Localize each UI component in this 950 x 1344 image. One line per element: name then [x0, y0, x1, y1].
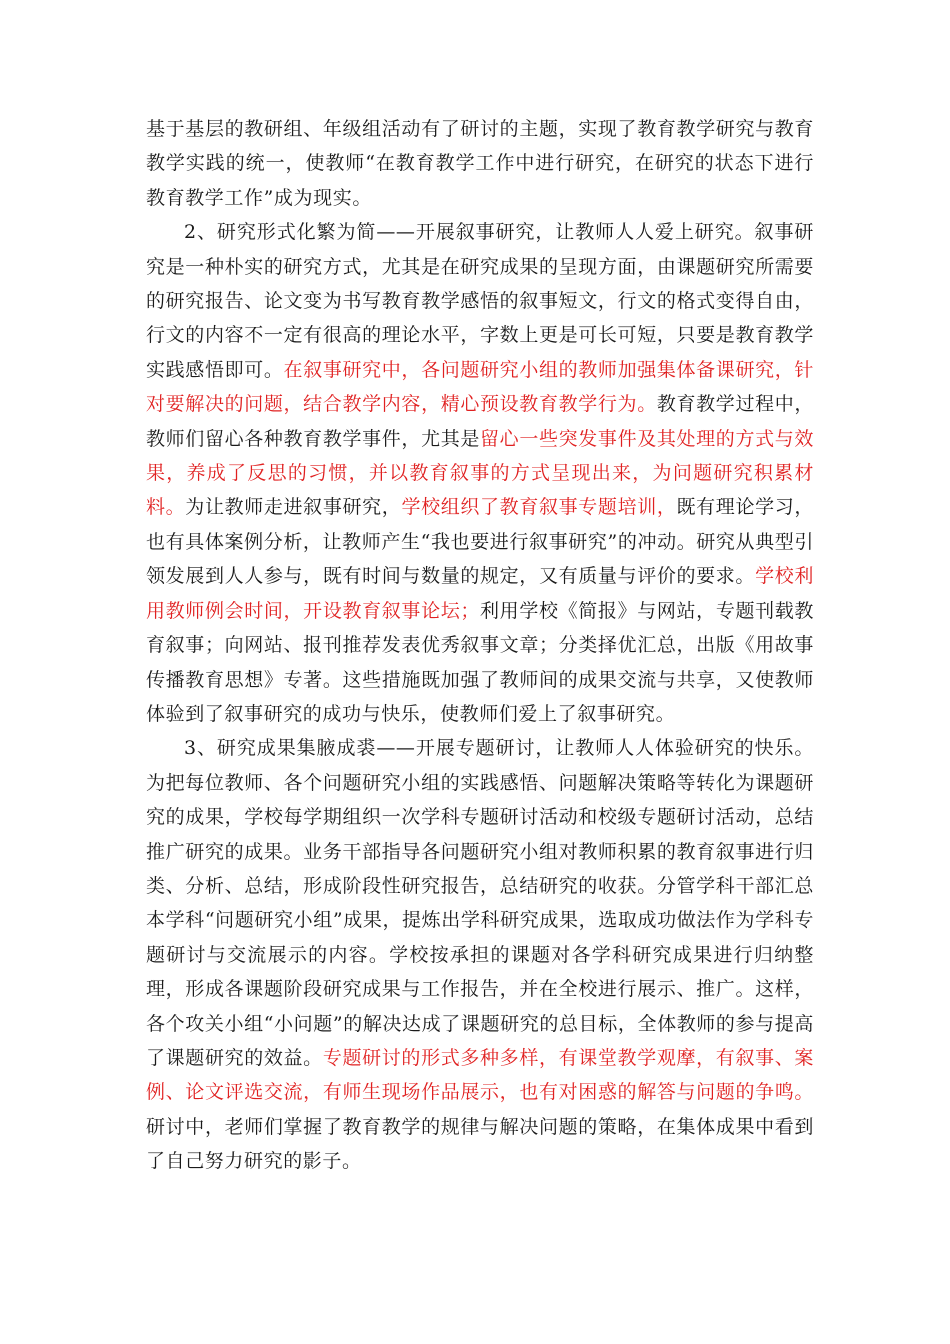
text-run: 基于基层的教研组、年级组活动有了研讨的主题，实现了教育教学研究与教育教学实践的统一，使教师“在教育教学工作中进行研究，在研究的状态下进行教育教学工作”成为现实。	[146, 118, 814, 209]
highlighted-text-run: 在叙事研究中，各问题研究小组的教师加强集体备课研究，针对要解决的问题，结合教学内容，精心预设教育教学行为。	[146, 358, 815, 416]
highlighted-text-run: 学校利用教师例会时间，开设教育叙事论坛；	[146, 565, 814, 622]
text-run: 3、研究成果集腋成裘——开展专题研讨，让教师人人体验研究的快乐。为把每位教师、各个问题研究小组的实践感悟、问题解决策略等转化为课题研究的成果，学校每学期组织一次学科专题研讨活动和校级专题研讨活动，总结推广研究的成果。业务干部指导各问题研究小组对教师积累的教育叙事进行归类、分析、总结，形成阶段性研究报告，总结研究的收获。分管学科干部汇总本学科“问题研究小组”成果，提炼出学科研究成果，选取成功做法作为学科专题研讨与交流展示的内容。学校按承担的课题对各学科研究成果进行归纳整理，形成各课题阶段研究成果与工作报告，并在全校进行展示、推广。这样，各个攻关小组“小问题”的解决达成了课题研究的总目标，全体教师的参与提高了课题研究的效益。	[146, 737, 814, 1069]
text-run: 2、研究形式化繁为简——开展叙事研究，让教师人人爱上研究。叙事研究是一种朴实的研究方式，尤其是在研究成果的呈现方面，由课题研究所需要的研究报告、论文变为书写教育教学感悟的叙事短文，行文的格式变得自由，行文的内容不一定有很高的理论水平，字数上更是可长可短，只要是教育教学实践感悟即可。	[146, 221, 814, 381]
document-page	[146, 112, 814, 1179]
text-run: 教育教学过程中，教师们留心各种教育教学事件，尤其是	[146, 393, 814, 450]
highlighted-text-run: 专题研讨的形式多种多样，有课堂教学观摩，有叙事、案例、论文评选交流，有师生现场作品展示，也有对困惑的解答与问题的争鸣。	[146, 1046, 814, 1104]
paragraph-2	[146, 215, 814, 731]
text-run: 为让教师走进叙事研究，	[185, 496, 402, 519]
paragraph-3	[146, 731, 814, 1178]
highlighted-text-run: 留心一些突发事件及其处理的方式与效果，养成了反思的习惯，并以教育叙事的方式呈现出来，为问题研究积累材料。	[146, 427, 815, 519]
text-run: 利用学校《简报》与网站，专题刊载教育叙事；向网站、报刊推荐发表优秀叙事文章；分类择优汇总，出版《用故事传播教育思想》专著。这些措施既加强了教师间的成果交流与共享，又使教师体验到了叙事研究的成功与快乐，使教师们爱上了叙事研究。	[146, 599, 815, 725]
text-run: 研讨中，老师们掌握了教育教学的规律与解决问题的策略，在集体成果中看到了自己努力研究的影子。	[146, 1115, 814, 1173]
paragraph-1	[146, 112, 814, 215]
text-run: 既有理论学习，也有具体案例分析，让教师产生“我也要进行叙事研究”的冲动。研究从典型引领发展到人人参与，既有时间与数量的规定，又有质量与评价的要求。	[146, 496, 815, 588]
highlighted-text-run: 学校组织了教育叙事专题培训，	[401, 496, 677, 519]
